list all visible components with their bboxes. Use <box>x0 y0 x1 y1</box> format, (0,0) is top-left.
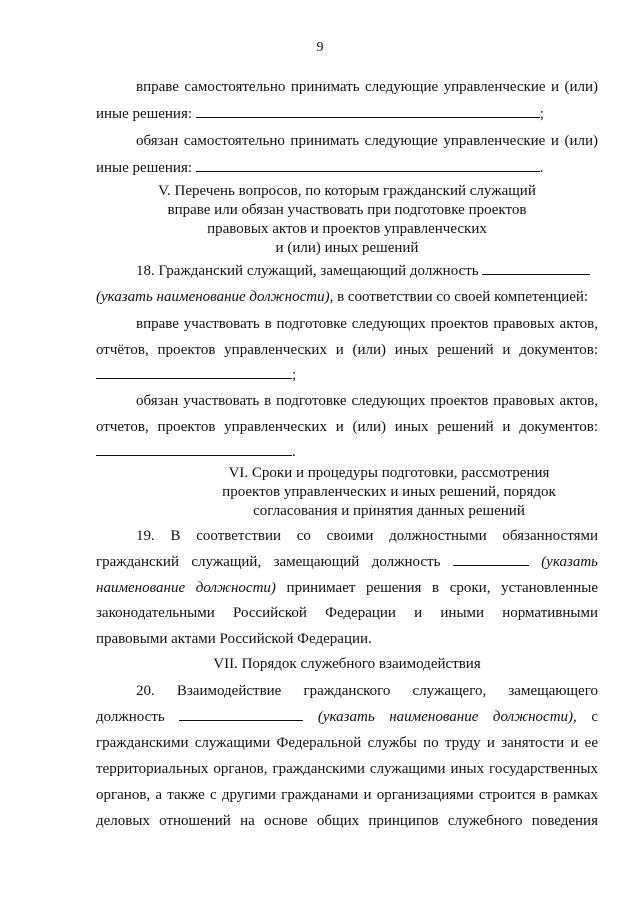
paragraph-line: деловых отношений на основе общих принципов служебного поведения <box>96 813 598 829</box>
paragraph-line: ; <box>96 362 598 388</box>
paragraph-line: 20. Взаимодействие гражданского служащего, замещающего <box>136 683 598 699</box>
fill-in-blank[interactable] <box>179 707 303 721</box>
section-heading: и (или) иных решений <box>275 240 419 256</box>
section-heading: правовых актов и проектов управленческих <box>207 221 487 237</box>
paragraph-line: 18. Гражданский служащий, замещающий должность <box>136 258 598 284</box>
section-heading: VI. Сроки и процедуры подготовки, рассмотрения <box>228 465 550 481</box>
fill-in-blank[interactable] <box>453 552 529 566</box>
paragraph-line: вправе самостоятельно принимать следующие управленческие и (или) <box>136 79 598 95</box>
fill-in-blank[interactable] <box>196 104 540 118</box>
paragraph-line: иные решения: ; <box>96 106 544 122</box>
fill-in-blank[interactable] <box>482 261 590 275</box>
paragraph-line: гражданскими служащими Федеральной службы по труду и занятости и ее <box>96 735 598 751</box>
section-heading: V. Перечень вопросов, по которым гражданский служащий <box>158 183 536 199</box>
paragraph-line: гражданский служащий, замещающий должность (указать <box>96 554 598 570</box>
page-number: 9 <box>316 40 324 55</box>
paragraph-line: обязан самостоятельно принимать следующие управленческие и (или) <box>136 133 598 149</box>
paragraph-line: отчётов, проектов управленческих и (или) иных решений и документов: <box>96 342 598 358</box>
fill-in-blank[interactable] <box>96 365 292 379</box>
paragraph-line: правовыми актами Российской Федерации. <box>96 631 372 647</box>
section-heading: вправе или обязан участвовать при подготовке проектов <box>167 202 527 218</box>
paragraph-line: законодательными Российской Федерации и иными нормативными <box>96 605 598 621</box>
paragraph-line: . <box>96 439 598 465</box>
paragraph-line: 19. В соответствии со своими должностными обязанностями <box>136 528 598 544</box>
paragraph-line: иные решения: . <box>96 160 544 176</box>
section-heading: проектов управленческих и иных решений, порядок <box>222 484 556 500</box>
fill-in-blank[interactable] <box>196 158 540 172</box>
paragraph-line: отчетов, проектов управленческих и (или) иных решений и документов: <box>96 419 598 435</box>
paragraph-line: органов, а также с другими гражданами и организациями строится в рамках <box>96 787 598 803</box>
paragraph-line: наименование должности) принимает решения в сроки, установленные <box>96 580 598 596</box>
section-heading: согласования и принятия данных решений <box>253 503 525 519</box>
paragraph-line: обязан участвовать в подготовке следующих проектов правовых актов, <box>136 393 598 409</box>
paragraph-line: территориальных органов, гражданскими служащими иных государственных <box>96 761 598 777</box>
paragraph-line: (указать наименование должности), в соответствии со своей компетенцией: <box>96 289 589 305</box>
section-heading: VII. Порядок служебного взаимодействия <box>213 656 481 672</box>
paragraph-line: должность (указать наименование должности), с <box>96 709 599 725</box>
fill-in-blank[interactable] <box>96 442 292 456</box>
paragraph-line: вправе участвовать в подготовке следующих проектов правовых актов, <box>136 316 598 332</box>
